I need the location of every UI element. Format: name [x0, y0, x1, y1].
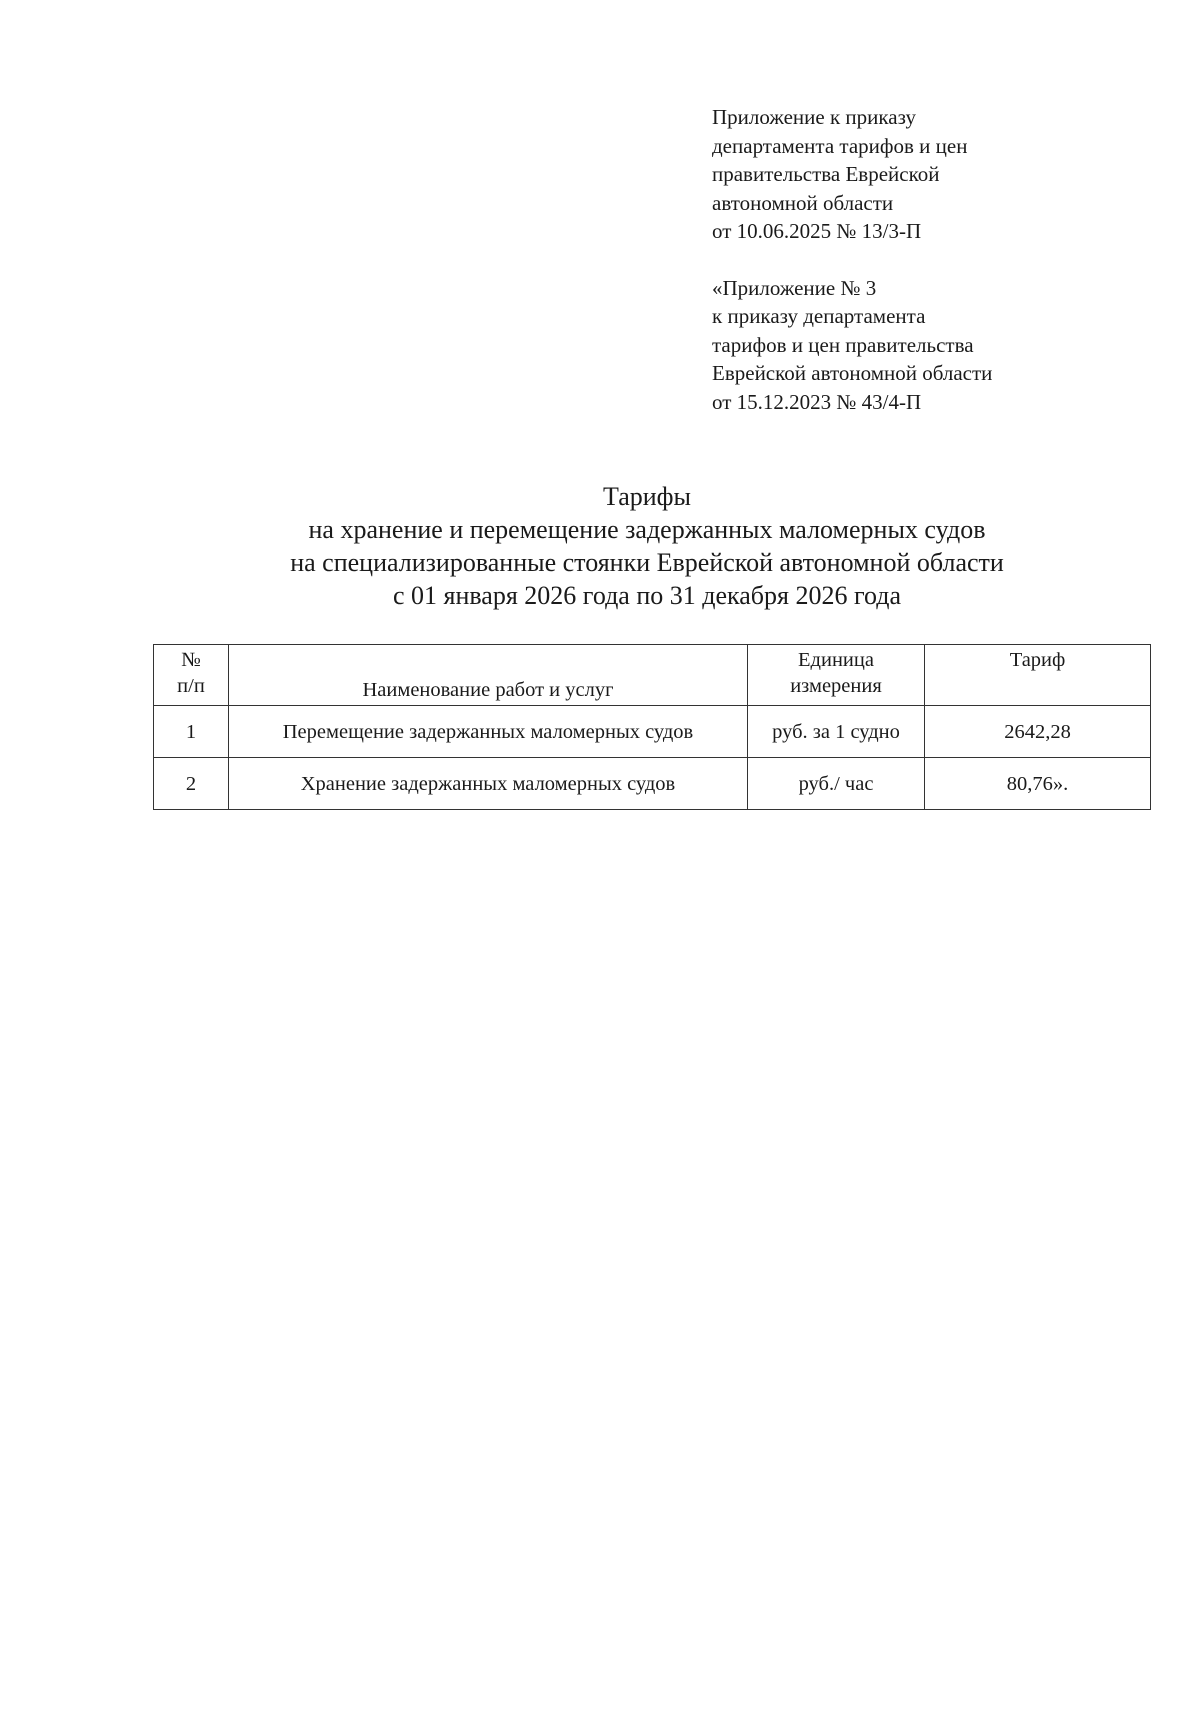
tariffs-table	[153, 644, 1151, 810]
title-line: Тарифы	[602, 482, 691, 511]
annex-line: правительства Еврейской	[712, 162, 940, 186]
cell-unit: руб./ час	[748, 758, 925, 810]
annex-line: от 15.12.2023 № 43/4-П	[712, 389, 922, 414]
cell-tariff: 2642,28	[925, 706, 1151, 758]
cell-name: Хранение задержанных маломерных судов	[229, 758, 748, 810]
annex-block	[712, 103, 992, 416]
table-row	[154, 706, 1151, 758]
annex-line: Приложение к приказу	[712, 105, 916, 129]
title-line: на специализированные стоянки Еврейской автономной области	[290, 548, 1004, 577]
annex-line: к приказу департамента	[712, 304, 926, 328]
annex-line: Еврейской автономной области	[712, 361, 993, 385]
header-tariff: Тариф	[925, 645, 1151, 706]
header-name: Наименование работ и услуг	[229, 645, 748, 706]
annex-spacer	[712, 246, 992, 274]
cell-number: 1	[154, 706, 229, 758]
cell-tariff: 80,76».	[925, 758, 1151, 810]
cell-name: Перемещение задержанных маломерных судов	[229, 706, 748, 758]
table-row	[154, 758, 1151, 810]
annex-line: автономной области	[712, 190, 894, 215]
annex-line: тарифов и цен правительства	[712, 332, 974, 357]
header-number: № п/п	[154, 645, 229, 706]
annex-line: департамента тарифов и цен	[712, 133, 968, 158]
annex-line: «Приложение № 3	[712, 275, 877, 300]
table-header-row	[154, 645, 1151, 706]
cell-number: 2	[154, 758, 229, 810]
header-unit: Единица измерения	[748, 645, 925, 706]
cell-unit: руб. за 1 судно	[748, 706, 925, 758]
document-title	[140, 480, 1154, 612]
annex-line: от 10.06.2025 № 13/3-П	[712, 219, 922, 243]
title-line: на хранение и перемещение задержанных маломерных судов	[308, 515, 986, 544]
title-line: с 01 января 2026 года по 31 декабря 2026 года	[392, 581, 902, 610]
